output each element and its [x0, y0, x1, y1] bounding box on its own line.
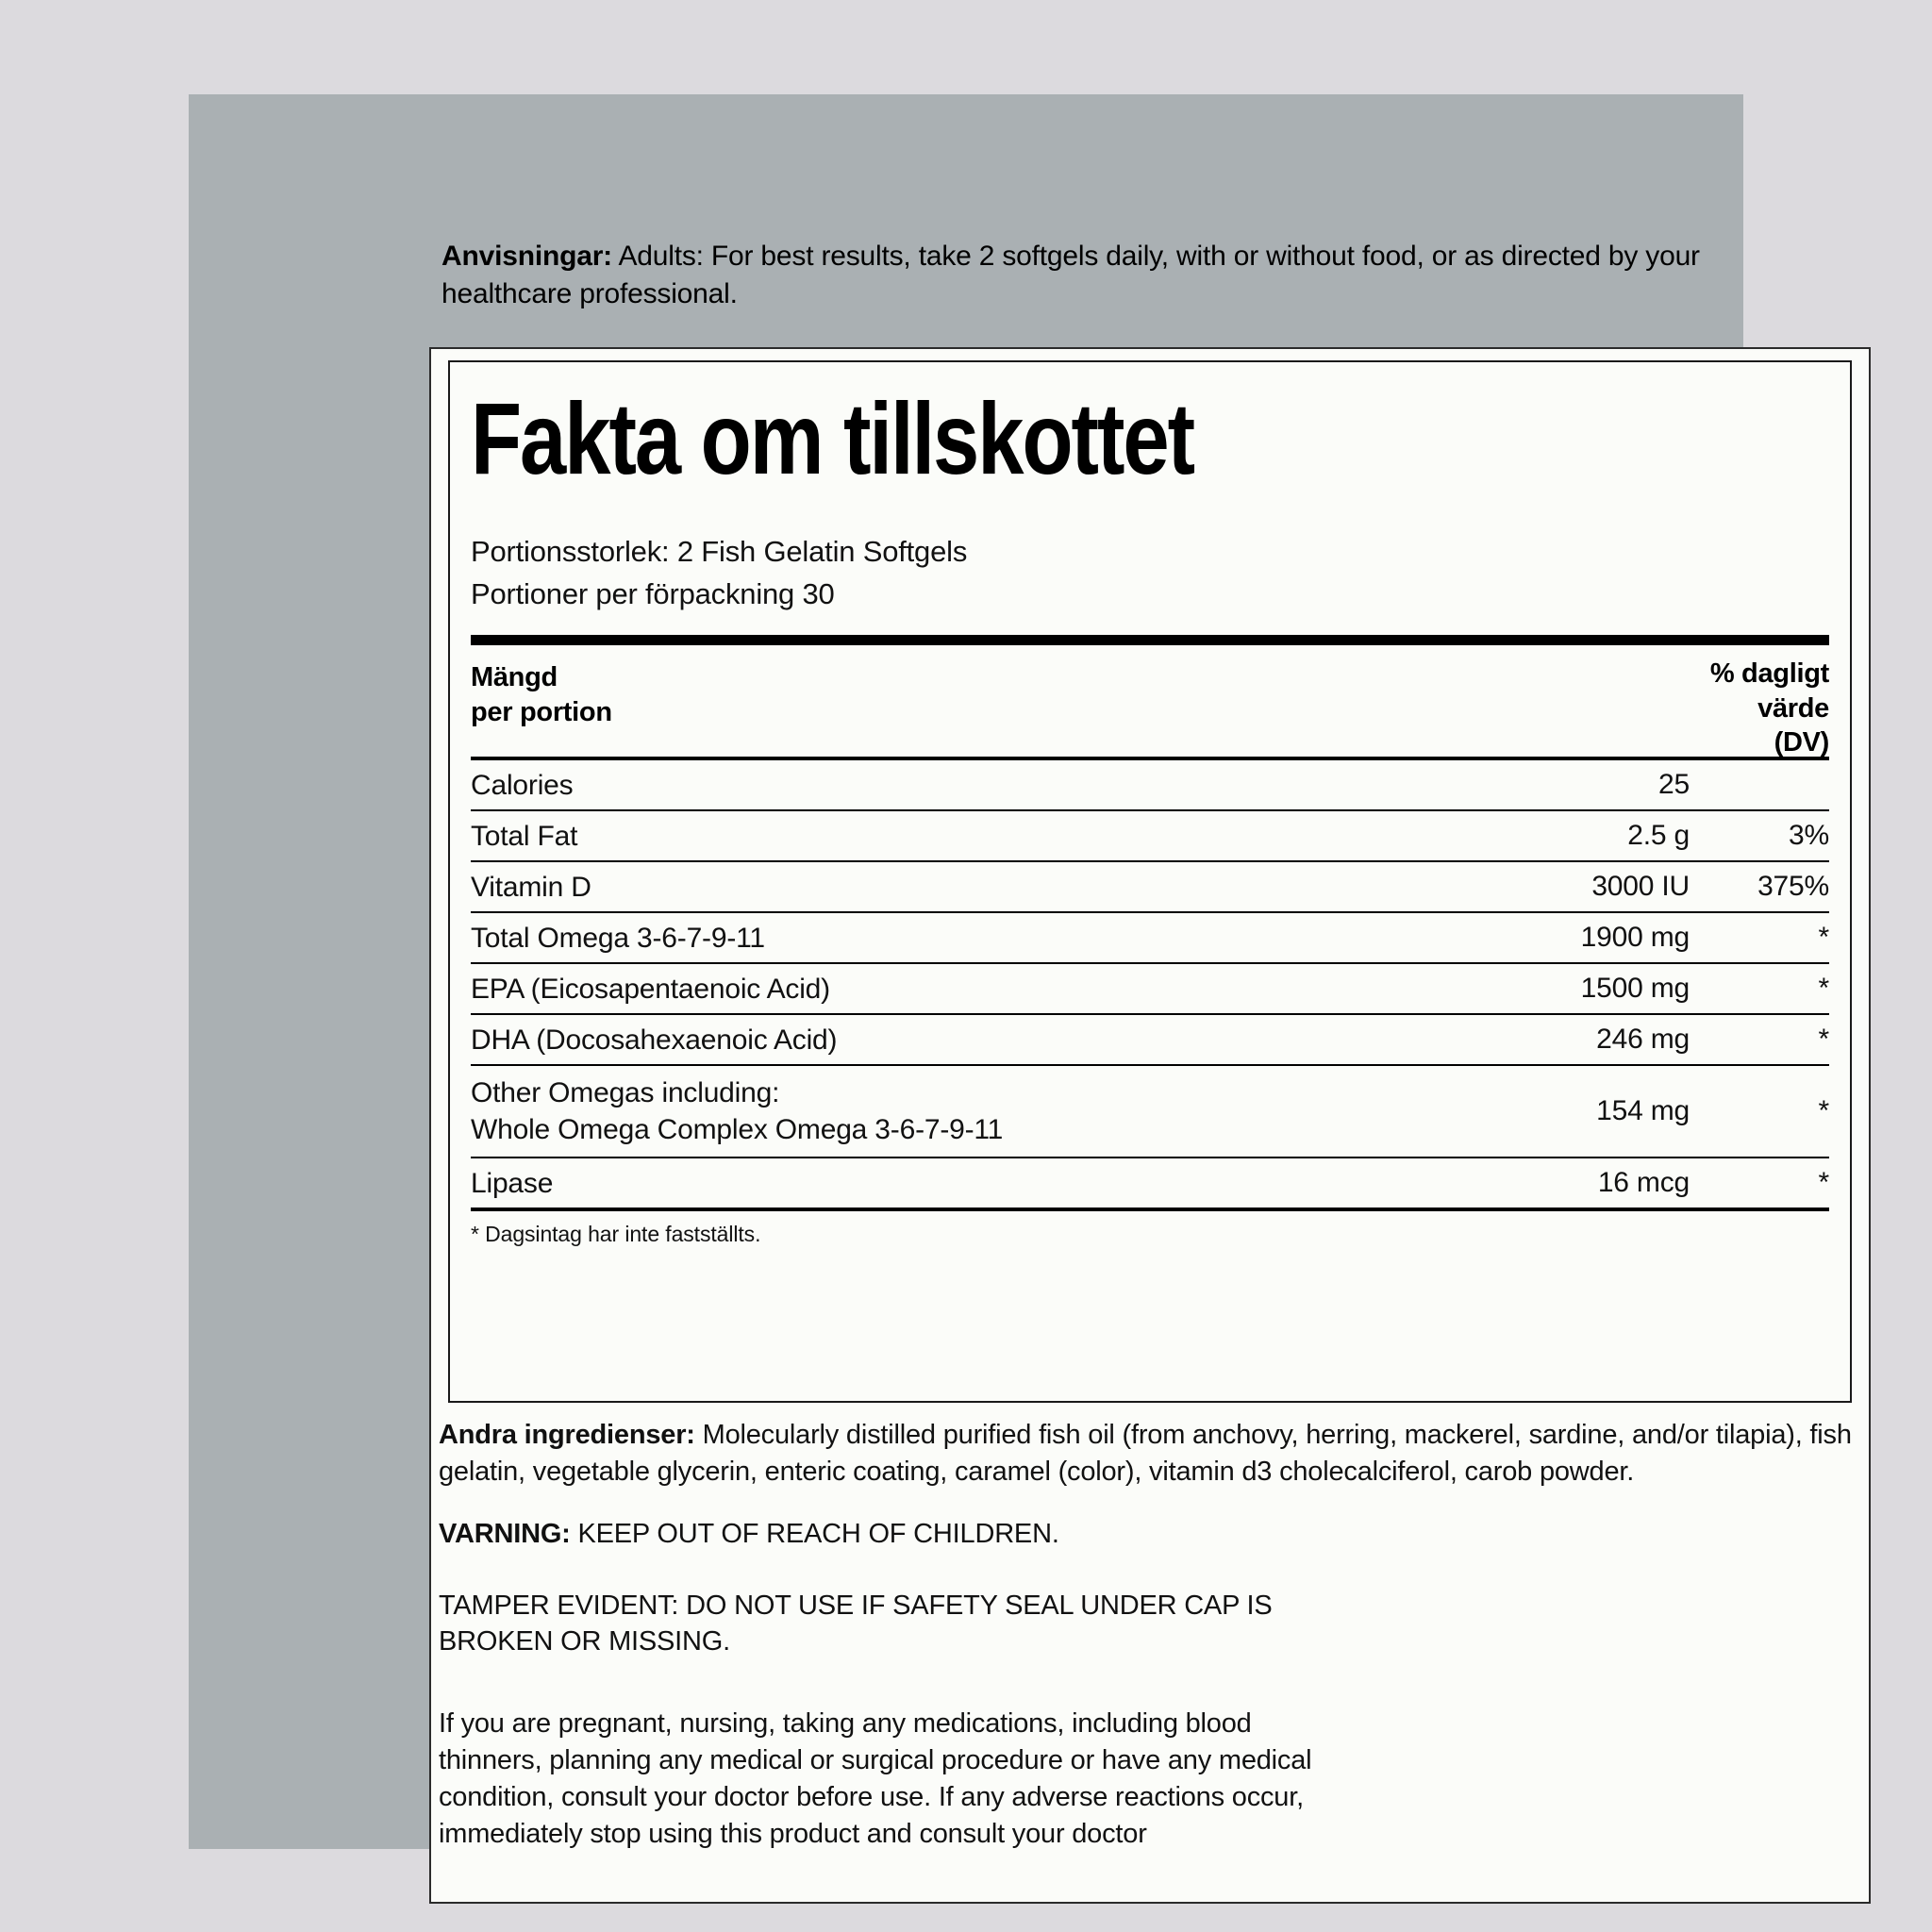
- nutrient-daily-value: *: [1818, 1024, 1829, 1056]
- nutrient-daily-value: 3%: [1789, 820, 1829, 852]
- nutrient-amount: 1900 mg: [1580, 922, 1690, 954]
- nutrient-daily-value: *: [1818, 922, 1829, 954]
- table-row: [471, 964, 1829, 1013]
- nutrient-daily-value: *: [1818, 1167, 1829, 1199]
- nutrient-name-line-2: Whole Omega Complex Omega 3-6-7-9-11: [471, 1114, 1004, 1146]
- warning-paragraph: [439, 1516, 1865, 1553]
- nutrient-name: Vitamin D: [471, 871, 591, 903]
- dv-header-line-2: värde: [1757, 692, 1829, 724]
- amount-header-line-1: Mängd: [471, 662, 558, 693]
- warning-label: VARNING:: [439, 1518, 571, 1549]
- divider-thick-top: [471, 635, 1829, 645]
- label-body-copy: [431, 1417, 1873, 1853]
- row-divider: [471, 1208, 1829, 1211]
- dv-header-line-1: % dagligt: [1709, 658, 1829, 690]
- amount-header-line-2: per portion: [471, 696, 612, 727]
- nutrient-daily-value: *: [1818, 1095, 1829, 1127]
- table-row: [471, 760, 1829, 809]
- nutrient-daily-value: 375%: [1757, 871, 1829, 903]
- table-row: [471, 1015, 1829, 1064]
- nutrient-name: Lipase: [471, 1167, 554, 1199]
- nutrient-amount: 3000 IU: [1591, 871, 1690, 903]
- nutrient-amount: 25: [1658, 769, 1690, 801]
- nutrient-amount: 1500 mg: [1580, 973, 1690, 1005]
- servings-per-container: Portioner per förpackning 30: [471, 577, 835, 611]
- nutrient-name-line-1: Other Omegas including:: [471, 1077, 780, 1109]
- nutrient-amount: 246 mg: [1596, 1024, 1690, 1056]
- page-title: Fakta om tillskottet: [471, 381, 1194, 495]
- other-ingredients-label: Andra ingredienser:: [439, 1420, 695, 1450]
- tamper-evident-paragraph: TAMPER EVIDENT: DO NOT USE IF SAFETY SEAL UNDER CAP IS BROKEN OR MISSING.: [439, 1590, 1273, 1657]
- table-row: [471, 1066, 1829, 1157]
- daily-value-header: [1710, 657, 1829, 759]
- nutrient-amount: 16 mcg: [1597, 1167, 1690, 1199]
- nutrient-name: Total Fat: [471, 820, 578, 852]
- nutrient-name: EPA (Eicosapentaenoic Acid): [471, 973, 830, 1005]
- dv-header-line-3: (DV): [1774, 726, 1829, 758]
- supplement-facts-card: [429, 347, 1871, 1904]
- directions-text: Adults: For best results, take 2 softgels daily, with or without food, or as directed by your healthcare professional.: [441, 241, 1700, 309]
- table-row: [471, 913, 1829, 962]
- other-ingredients-paragraph: [439, 1417, 1873, 1491]
- nutrient-rows: [471, 760, 1829, 1211]
- nutrient-amount: 2.5 g: [1627, 820, 1690, 852]
- table-header: [471, 645, 1829, 757]
- nutrient-amount: 154 mg: [1596, 1095, 1690, 1127]
- table-row: [471, 811, 1829, 860]
- nutrient-name: Total Omega 3-6-7-9-11: [471, 922, 765, 954]
- nutrient-name: Calories: [471, 769, 574, 801]
- pregnancy-caution-paragraph: If you are pregnant, nursing, taking any medications, including blood thinners, planning any medical or surgical procedure or have any medical condition, consult your doctor before use. If any adverse reactions occur, immediately stop using this product and consult your doctor: [439, 1708, 1312, 1849]
- nutrient-name: [471, 1074, 1501, 1148]
- nutrient-daily-value: *: [1818, 973, 1829, 1005]
- serving-size: Portionsstorlek: 2 Fish Gelatin Softgels: [471, 535, 968, 569]
- footnote: * Dagsintag har inte fastställts.: [471, 1222, 761, 1247]
- table-row: [471, 862, 1829, 911]
- table-row: [471, 1158, 1829, 1208]
- other-ingredients-text: Molecularly distilled purified fish oil (from anchovy, herring, mackerel, sardine, and/or tilapia), fish gelatin, vegetable glycerin, enteric coating, caramel (color), vitamin d3 cholecalciferol, carob powder.: [439, 1420, 1852, 1487]
- nutrient-name: DHA (Docosahexaenoic Acid): [471, 1024, 838, 1056]
- directions-label: Anvisningar:: [441, 241, 612, 272]
- supplement-facts-box: [448, 360, 1852, 1403]
- warning-text: KEEP OUT OF REACH OF CHILDREN.: [570, 1518, 1059, 1549]
- label-gray-panel: [189, 94, 1852, 1849]
- amount-per-serving-header: [471, 660, 612, 729]
- directions-paragraph: [441, 238, 1819, 313]
